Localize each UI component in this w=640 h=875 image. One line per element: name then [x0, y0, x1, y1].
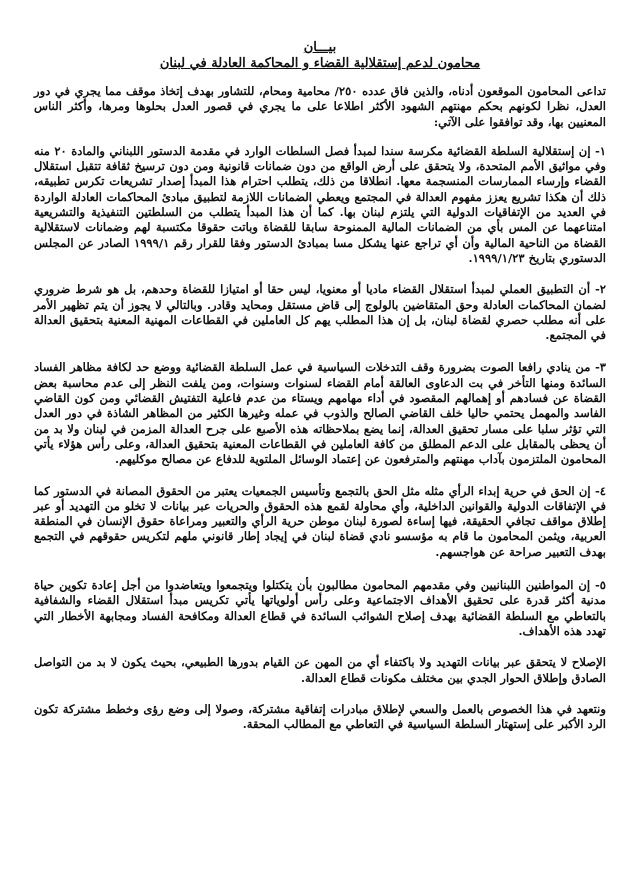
point-3-paragraph: ٣- من ينادي رافعا الصوت بضرورة وقف التدخلات السياسية في عمل السلطة القضائية ووضع حد لكافة مظاهر الفساد السائدة ومنها التأخر في بت الدعاوى العالقة أمام القضاء لسنوات وسنوات، ومن يلفت النظر إلى عدم محاسبة بعض القضاة عن فسادهم أو إهمالهم المقصود في أداء مهامهم ويستاء من عدم فاعلية التفتيش القضائي ومن كون القاضي الفاسد والمهمل يحتمي حاليا خلف القاضي الصالح والذوب في عمله وغيرها الكثير من المظاهر الشاذة في دور العدل التي تؤثر سلبا على مسار تحقيق العدالة، إنما يضع بملاحظاته هذه الأصبع على جرح العدالة المزمن في لبنان ولا بد من أن يحظى بالمقابل على الدعم المطلق من كافة العاملين في القطاعات المعنية بتحقيق العدالة، وعلى رأس هؤلاء يأتي المحامون الملتزمون بآداب مهنتهم والمترفعون عن إعتماد الوسائل الملتوية للدفاع عن مصالح موكليهم. — [34, 360, 606, 467]
point-4-paragraph: ٤- إن الحق في حرية إبداء الرأي مثله مثل الحق بالتجمع وتأسيس الجمعيات يعتبر من الحقوق المصانة في الدستور كما في الإتفاقات الدولية والقوانين الداخلية، وأي محاولة لقمع هذه الحقوق والحريات عبر بيانات لا تخلو من التهديد أو عبر إطلاق مواقف تجافي الحقيقة، فيها إساءة لصورة لبنان موطن حرية الرأي والتعبير ومراعاة حقوق الإنسان في المنطقة العربية، ويثمن المحامون ما قام به مؤسسو نادي قضاة لبنان في إيجاد إطار قانوني ملهم لتكريس حقوقهم في التجمع بهدف التعبير صراحة عن هواجسهم. — [34, 483, 606, 559]
point-2-paragraph: ٢- أن التطبيق العملي لمبدأ استقلال القضاء ماديا أو معنويا، ليس حقا أو امتيازا للقضاة وحدهم، بل هو شرط ضروري لضمان المحاكمات العادلة وحق المتقاضين بالولوج إلى قاض مستقل ومحايد وقادر. وبالتالي لا يجوز أن يتم تظهير الأمر على أنه مطلب حصري لقضاة لبنان، بل إن هذا المطلب يهم كل العاملين في القطاعات المهنية المعنية بتحقيق العدالة في المجتمع. — [34, 282, 606, 343]
statement-heading: بيـــان — [303, 40, 337, 55]
point-1-paragraph: ١- إن إستقلالية السلطة القضائية مكرسة سندا لمبدأ فصل السلطات الوارد في مقدمة الدستور اللبناني والمادة ٢٠ منه وفي مواثيق الأمم المتحدة، ولا يتحقق على أرض الواقع من دون ضمانات قانونية ومن دون ترسيخ ثقافة تتقبل استقلال القضاء وإرساء الممارسات المنسجمة معها. انطلاقا من ذلك، يتطلب احترام هذا المبدأ إصدار تشريعات تكرس تطبيقه، ذلك أن هكذا تشريع يعزز مفهوم العدالة في المجتمع ويعطي الضمانات اللازمة لتطبيق مبادئ المحاكمات العادلة الواردة في العديد من الإتفاقيات الدولية التي يلتزم لبنان بها. كما أن هذا المبدأ يتطلب من السلطتين التنفيذية والتشريعية امتناعهما عن المس بأي من الضمانات المالية الممنوحة سابقا للقضاة وباتت حقوقا مكتسبة لهم وضمانات لاستقلالية القضاة من الناحية المالية وأن أي تراجع عنها يشكل مسا بمبادئ الدستور وفقا للقرار رقم ١٩٩٩/١ الصادر عن المجلس الدستوري بتاريخ ١٩٩٩/١/٢٣. — [34, 143, 606, 265]
closing-paragraph-2: ونتعهد في هذا الخصوص بالعمل والسعي لإطلاق مبادرات إتفاقية مشتركة، وصولا إلى وضع رؤى وخطط مشتركة تكون الرد الأكبر على إستهتار السلطة السياسية في التعاطي مع المطالب المحقة. — [34, 701, 606, 732]
point-5-paragraph: ٥- إن المواطنين اللبنانيين وفي مقدمهم المحامون مطالبون بأن يتكتلوا ويتجمعوا ويتعاضدوا من أجل إعادة تكوين حياة مدنية أكثر قدرة على تحقيق الأهداف الاجتماعية وعلى رأس أولوياتها يأتي تكريس مبدأ استقلال القضاء والشفافية بالتعاطي مع السلطة القضائية بهدف إصلاح الشوائب السائدة في قطاع العدالة ومكافحة الفساد ومجابهة الأخطار التي تهدد هذه الأهداف. — [34, 578, 606, 638]
statement-subheading: محامون لدعم إستقلالية القضاء و المحاكمة العادلة في لبنان — [159, 56, 481, 71]
intro-paragraph: تداعى المحامون الموقعون أدناه، والذين فاق عدده ٢٥٠/ محامية ومحام، للتشاور بهدف إتخاذ موقف مما يجري في دور العدل، نظرا لكونهم بحكم مهنتهم الشهود الأكثر اطلاعا على ما يجري في قصور العدل بحلوها ومرها، وأكثر الناس المعنيين بها، وقد توافقوا على الآتي: — [34, 84, 606, 129]
closing-paragraph-1: الإصلاح لا يتحقق عبر بيانات التهديد ولا باكتفاء أي من المهن عن القيام بدورها الطبيعي، بحيث يكون لا بد من التواصل الصادق وإطلاق الحوار الجدي بين مختلف مكونات قطاع العدالة. — [34, 655, 606, 685]
